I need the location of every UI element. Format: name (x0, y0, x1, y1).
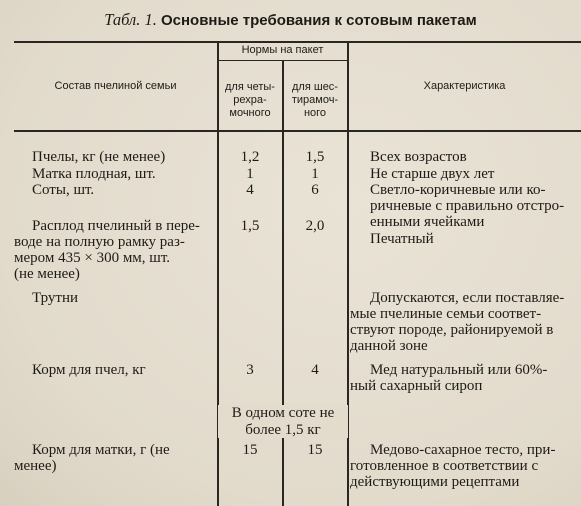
row-value-four: 1 (246, 166, 254, 182)
header-composition: Состав пчелиной семьи (54, 80, 177, 92)
row-characteristic: Светло-коричневые или ко- (370, 182, 546, 198)
header-norms: Нормы на пакет (241, 44, 324, 56)
header-six-line: тирамоч- (291, 94, 339, 106)
span-note (218, 405, 348, 438)
row-name: Пчелы, кг (не менее) (32, 149, 166, 165)
top-rule (14, 41, 581, 43)
row-value-four: 1,5 (240, 218, 260, 234)
row-characteristic: мые пчелиные семьи соответ- (350, 306, 542, 322)
row-name: менее) (14, 458, 57, 474)
row-characteristic: енными ячейками (370, 214, 485, 230)
header-six-line: для шес- (292, 81, 338, 93)
header-four-line: для четы- (225, 81, 275, 93)
table-number: Табл. 1. (104, 10, 157, 29)
col-divider-2 (282, 60, 284, 506)
row-characteristic: данной зоне (350, 338, 428, 354)
header-six-frame (283, 81, 347, 120)
row-characteristic: готовленное в соответствии с (350, 458, 539, 474)
header-four-line: мочного (229, 107, 271, 119)
row-characteristic: Всех возрастов (370, 149, 467, 165)
row-name: Корм для матки, г (не (32, 442, 170, 458)
row-name: Расплод пчелиный в пере- (32, 218, 200, 234)
span-note-line: более 1,5 кг (245, 421, 321, 438)
row-value-six: 15 (307, 442, 323, 458)
row-name: (не менее) (14, 266, 80, 282)
row-characteristic: ный сахарный сироп (350, 378, 483, 394)
row-characteristic: Допускаются, если поставляе- (370, 290, 565, 306)
row-value-six: 6 (311, 182, 319, 198)
header-six-line: ного (303, 107, 327, 119)
row-value-four: 1,2 (240, 149, 260, 165)
header-four-frame (218, 81, 282, 120)
span-note-line: В одном соте не (231, 405, 335, 421)
row-name: мером 435 × 300 мм, шт. (14, 250, 171, 266)
row-value-four: 4 (246, 182, 254, 198)
row-characteristic: Мед натуральный или 60%- (370, 362, 548, 378)
table-caption (0, 10, 581, 30)
row-characteristic: Не старше двух лет (370, 166, 495, 182)
row-value-four: 15 (242, 442, 258, 458)
row-characteristic: Медово-сахарное тесто, при- (370, 442, 556, 458)
row-value-four: 3 (246, 362, 254, 378)
header-characteristic: Характеристика (423, 80, 506, 92)
row-characteristic: ствуют породе, районируемой в (350, 322, 554, 338)
row-value-six: 1 (311, 166, 319, 182)
row-value-six: 2,0 (305, 218, 325, 234)
row-value-six: 4 (311, 362, 319, 378)
row-name: Матка плодная, шт. (32, 166, 156, 182)
row-name: воде на полную рамку раз- (14, 234, 185, 250)
row-characteristic: Печатный (370, 231, 434, 247)
row-characteristic: ричневые с правильно отстро- (370, 198, 565, 214)
row-characteristic: действующими рецептами (350, 474, 520, 490)
row-name: Трутни (32, 290, 79, 306)
table-title: Основные требования к сотовым пакетам (160, 12, 477, 29)
header-four-line: рехра- (233, 94, 267, 106)
header-rule (14, 130, 581, 132)
row-name: Соты, шт. (32, 182, 95, 198)
row-name: Корм для пчел, кг (32, 362, 146, 378)
row-value-six: 1,5 (305, 149, 325, 165)
